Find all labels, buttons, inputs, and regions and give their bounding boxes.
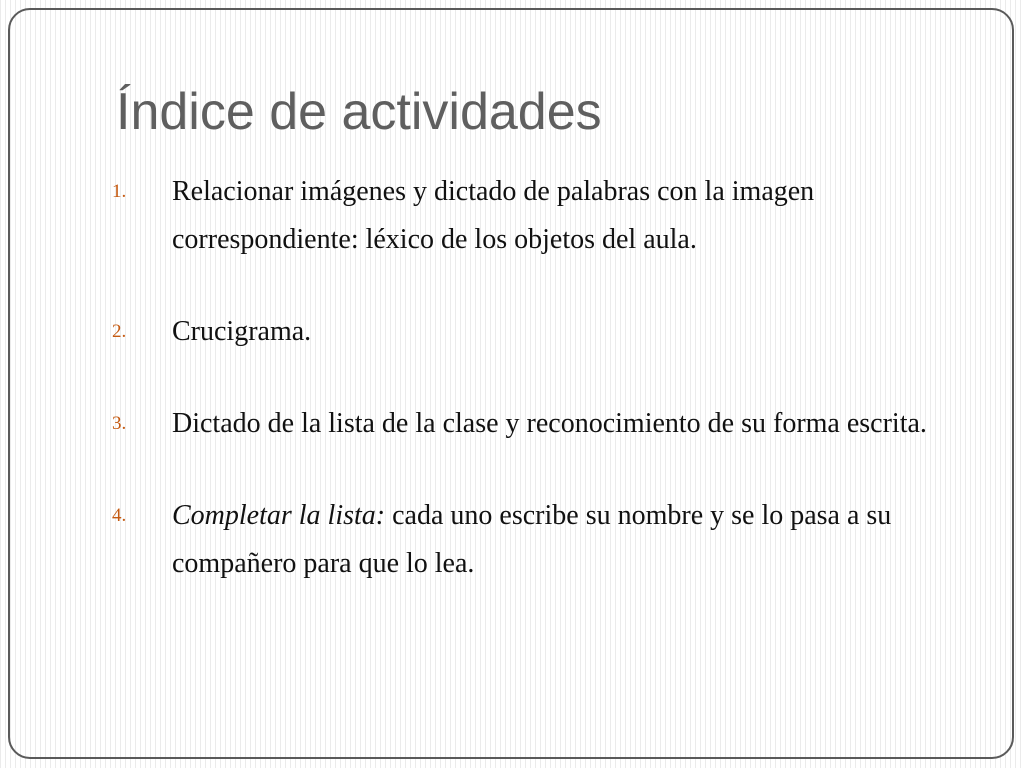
list-item <box>112 400 982 448</box>
list-item <box>112 492 982 588</box>
item-number: 3. <box>112 413 127 434</box>
item-number: 4. <box>112 505 127 526</box>
item-number: 1. <box>112 181 127 202</box>
item-text: Crucigrama. <box>172 316 312 347</box>
slide-title: Índice de actividades <box>116 83 602 141</box>
item-text: Dictado de la lista de la clase y reconocimiento de su forma escrita. <box>172 408 927 439</box>
item-text: Relacionar imágenes y dictado de palabras con la imagen correspondiente: léxico de los objetos del aula. <box>172 176 815 255</box>
item-text: cada uno escribe su nombre y se lo pasa a su compañero para que lo lea. <box>172 500 892 579</box>
list-item <box>112 308 982 356</box>
list-item <box>112 168 982 264</box>
activity-list <box>112 168 982 588</box>
item-number: 2. <box>112 321 127 342</box>
item-lead: Completar la lista: <box>172 500 386 531</box>
